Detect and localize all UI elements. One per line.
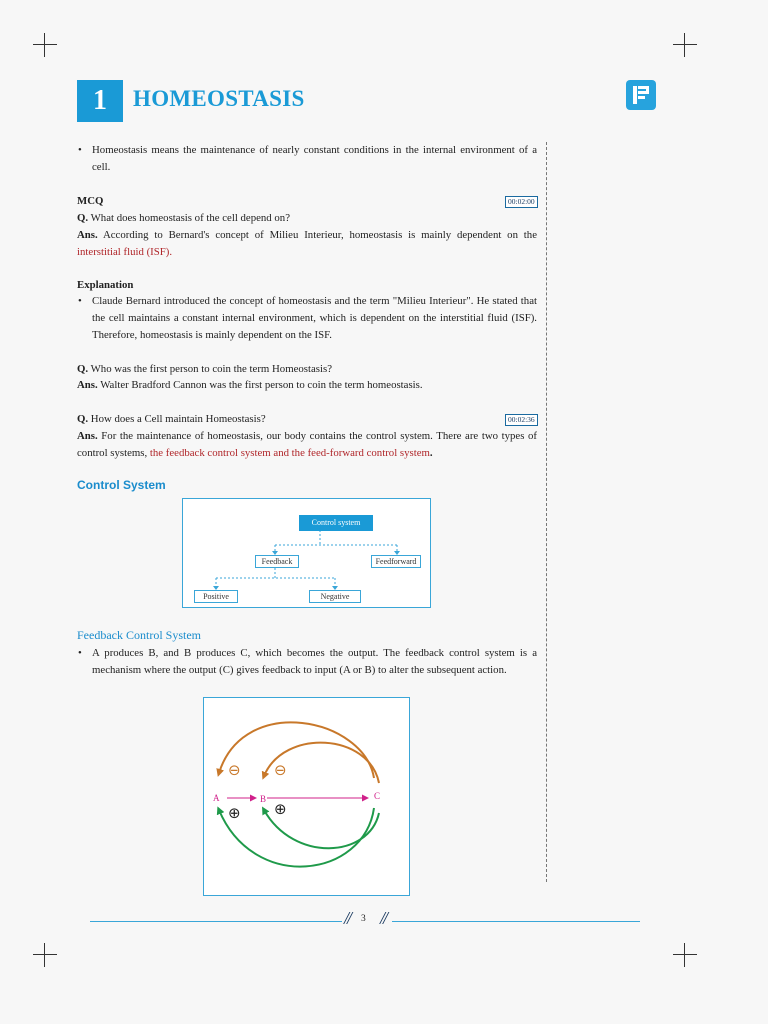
answer-prefix: Ans. — [77, 229, 98, 241]
negative-feedback-arc-outer — [219, 722, 374, 778]
minus-sign-icon: ⊖ — [274, 761, 287, 779]
crop-mark-top-right — [673, 33, 697, 57]
question-text: How does a Cell maintain Homeostasis? — [88, 413, 266, 425]
answer-3 — [77, 428, 537, 462]
answer-prefix: Ans. — [77, 379, 98, 391]
crop-mark-top-left — [33, 33, 57, 57]
explanation-label: Explanation — [77, 279, 134, 291]
node-positive: Positive — [194, 590, 238, 603]
question-prefix: Q. — [77, 363, 89, 375]
feedback-control-heading: Feedback Control System — [77, 628, 201, 642]
control-system-diagram — [182, 498, 431, 608]
question-3 — [77, 411, 537, 428]
answer-text: Walter Bradford Cannon was the first person to coin the term homeostasis. — [97, 379, 423, 391]
answer-highlight: interstitial fluid (ISF). — [77, 246, 173, 258]
feedback-loop-diagram — [203, 697, 410, 896]
answer-text: For the maintenance of homeostasis, our body contains the control system. There are two types of control systems, — [77, 430, 537, 459]
node-feedback: Feedback — [255, 555, 299, 568]
intro-bullet: • Homeostasis means the maintenance of nearly constant conditions in the internal environment of a cell. — [92, 142, 537, 176]
chapter-number: 1 — [77, 80, 123, 122]
chapter-title: HOMEOSTASIS — [133, 86, 305, 111]
label-a: A — [213, 793, 220, 803]
footer-mark-left: // — [344, 908, 351, 928]
video-timestamp-1[interactable]: 00:02:00 — [505, 196, 538, 208]
node-negative: Negative — [309, 590, 361, 603]
answer-2 — [77, 377, 537, 394]
crop-mark-bottom-left — [33, 943, 57, 967]
answer-highlight: the feedback control system and the feed-forward control system — [149, 447, 430, 459]
margin-rule — [546, 142, 547, 882]
publisher-logo-icon — [626, 80, 656, 110]
positive-feedback-arc-outer — [219, 804, 374, 867]
label-c: C — [374, 791, 381, 801]
node-feedforward: Feedforward — [371, 555, 421, 568]
minus-sign-icon: ⊖ — [228, 761, 241, 779]
question-2 — [77, 361, 537, 378]
answer-end: . — [429, 447, 433, 459]
crop-mark-bottom-right — [673, 943, 697, 967]
question-prefix: Q. — [77, 413, 89, 425]
answer-1 — [77, 227, 537, 261]
footer-mark-right: // — [380, 908, 387, 928]
feedback-control-bullet: • A produces B, and B produces C, which becomes the output. The feedback control system is a mechanism where the output (C) gives feedback to input (A or B) to alter the subsequent action. — [92, 645, 537, 679]
control-system-heading: Control System — [77, 478, 166, 492]
node-control-system: Control system — [299, 515, 373, 531]
plus-sign-icon: ⊕ — [274, 800, 287, 818]
question-1 — [77, 210, 537, 227]
question-text: Who was the first person to coin the term Homeostasis? — [88, 363, 332, 375]
question-prefix: Q. — [77, 212, 89, 224]
question-text: What does homeostasis of the cell depend on? — [88, 212, 290, 224]
footer-rule-left — [90, 921, 342, 922]
answer-text: According to Bernard's concept of Milieu Interieur, homeostasis is mainly dependent on the — [97, 229, 537, 241]
mcq-label: MCQ — [77, 195, 104, 207]
page-number: 3 — [361, 914, 366, 924]
label-b: B — [260, 794, 267, 804]
answer-prefix: Ans. — [77, 430, 98, 442]
explanation-bullet: • Claude Bernard introduced the concept of homeostasis and the term "Milieu Interieur". He stated that the cell maintains a constant internal environment, which is dependent on the interstitial fluid (ISF). Therefore, homeostasis is mainly dependent on the ISF. — [92, 293, 537, 344]
footer-rule-right — [392, 921, 640, 922]
video-timestamp-2[interactable]: 00:02:36 — [505, 414, 538, 426]
plus-sign-icon: ⊕ — [228, 804, 241, 822]
